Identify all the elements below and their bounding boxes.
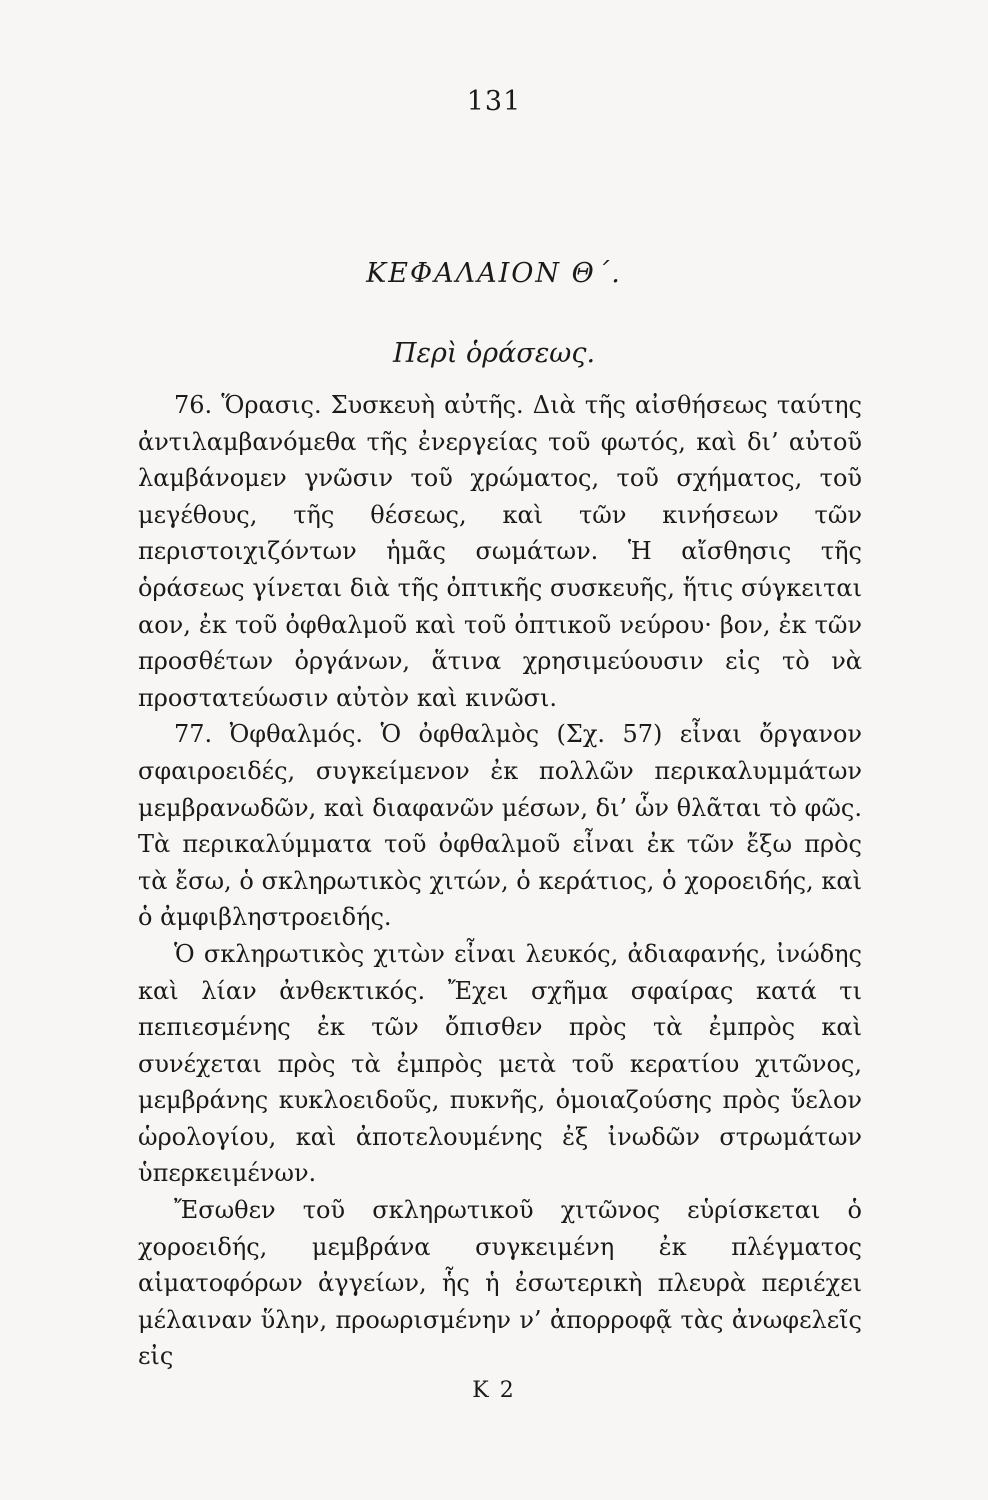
paragraph-76: 76. Ὅρασις. Συσκευὴ αὐτῆς. Διὰ τῆς αἰσθήσεως ταύτης ἀντιλαμβανόμεθα τῆς ἐνεργείας τοῦ φωτός, καὶ δι’ αὐτοῦ λαμβάνομεν γνῶσιν τοῦ χρώματος, τοῦ σχήματος, τοῦ μεγέθους, τῆς θέσεως, καὶ τῶν κινήσεων τῶν περιστοιχιζόντων ἡμᾶς σωμάτων. Ἡ αἴσθησις τῆς ὁράσεως γίνεται διὰ τῆς ὀπτικῆς συσκευῆς, ἥτις σύγκειται αον, ἐκ τοῦ ὀφθαλμοῦ καὶ τοῦ ὀπτικοῦ νεύρου· βον, ἐκ τῶν προσθέτων ὀργάνων, ἅτινα χρησιμεύουσιν εἰς τὸ νὰ προστατεύωσιν αὐτὸν καὶ κινῶσι. [138, 391, 862, 712]
chapter-title: ΚΕΦΑΛΑΙΟΝ Θ΄. [366, 258, 622, 289]
paragraph-choroid: Ἔσωθεν τοῦ σκληρωτικοῦ χιτῶνος εὑρίσκεται ὁ χοροειδής, μεμβράνα συγκειμένη ἐκ πλέγματος αἱματοφόρων ἀγγείων, ἧς ἡ ἐσωτερικὴ πλευρὰ περιέχει μέλαιναν ὕλην, προωρισμένην ν’ ἀπορροφᾷ τὰς ἀνωφελεῖς εἰς [138, 1196, 862, 1371]
paragraph-77: 77. Ὀφθαλμός. Ὁ ὀφθαλμὸς (Σχ. 57) εἶναι ὄργανον σφαιροειδές, συγκείμενον ἐκ πολλῶν περικαλυμμάτων μεμβρανωδῶν, καὶ διαφανῶν μέσων, δι’ ὧν θλᾶται τὸ φῶς. Τὰ περικαλύμματα τοῦ ὀφθαλμοῦ εἶναι ἐκ τῶν ἔξω πρὸς τὰ ἔσω, ὁ σκληρωτικὸς χιτών, ὁ κεράτιος, ὁ χοροειδής, καὶ ὁ ἀμφιβληστροειδής. [138, 720, 862, 932]
signature-mark: Κ 2 [472, 1378, 516, 1403]
body-text [138, 387, 862, 1375]
page-number: 131 [466, 86, 522, 117]
paragraph-sclera: Ὁ σκληρωτικὸς χιτὼν εἶναι λευκός, ἀδιαφανής, ἰνώδης καὶ λίαν ἀνθεκτικός. Ἔχει σχῆμα σφαίρας κατά τι πεπιεσμένης ἐκ τῶν ὄπισθεν πρὸς τὰ ἐμπρὸς καὶ συνέχεται πρὸς τὰ ἐμπρὸς μετὰ τοῦ κερατίου χιτῶνος, μεμβράνης κυκλοειδοῦς, πυκνῆς, ὁμοιαζούσης πρὸς ὕελον ὡρολογίου, καὶ ἀποτελουμένης ἐξ ἰνωδῶν στρωμάτων ὑπερκειμένων. [138, 939, 862, 1188]
section-title: Περὶ ὁράσεως. [392, 338, 596, 369]
